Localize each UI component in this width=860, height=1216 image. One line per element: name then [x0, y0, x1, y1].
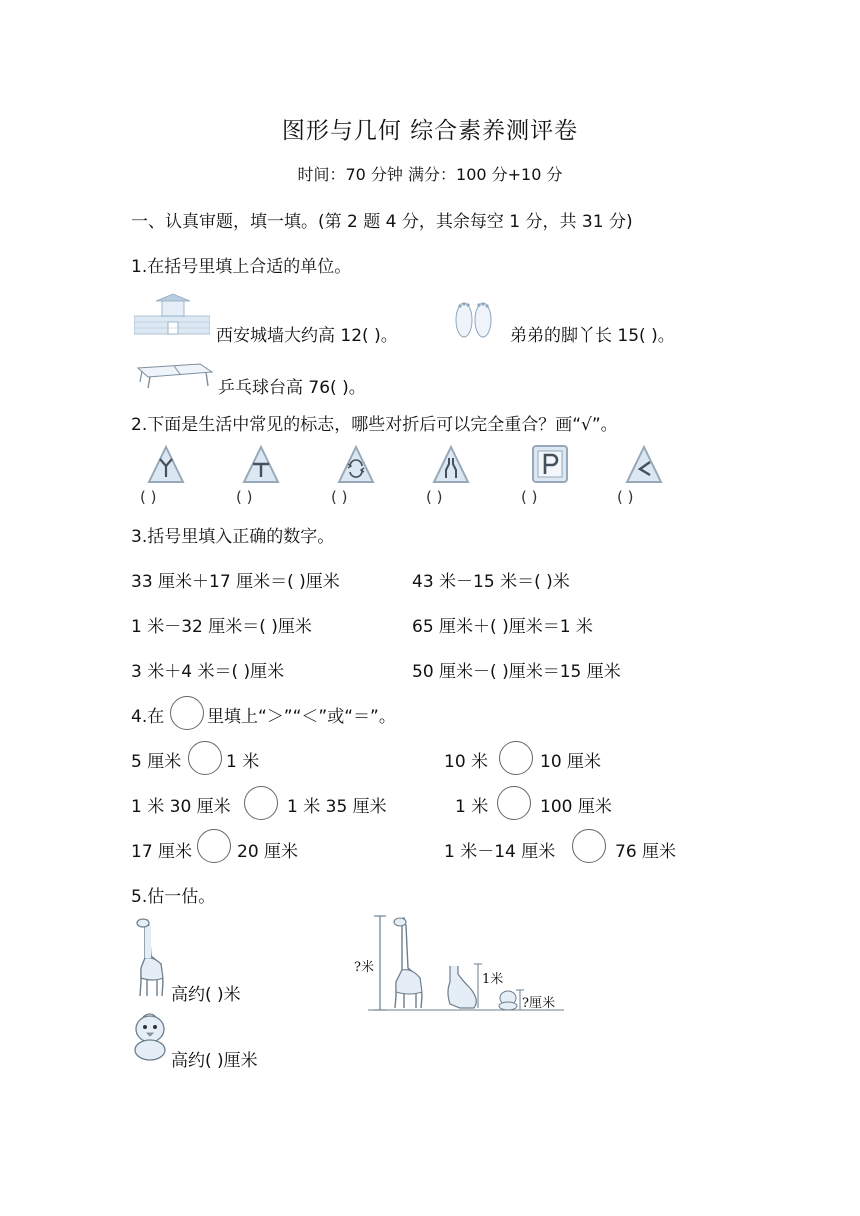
chick-icon	[131, 1012, 169, 1062]
compare-circle[interactable]	[497, 786, 531, 820]
calc-blank[interactable]: 3 米＋4 米＝( )厘米	[131, 662, 285, 682]
kangaroo-height-label: 1米	[482, 972, 504, 987]
compare-right-operand: 20 厘米	[237, 842, 299, 862]
compare-left-operand: 1 米	[455, 797, 489, 817]
calc-blank[interactable]: 65 厘米＋( )厘米＝1 米	[412, 617, 593, 637]
question-4-label-rest: 里填上“＞”“＜”或“＝”。	[207, 707, 396, 727]
t-junction-sign-icon	[241, 444, 281, 486]
calc-blank[interactable]: 43 米－15 米＝( )米	[412, 572, 570, 592]
question-2-label: 2.下面是生活中常见的标志，哪些对折后可以完全重合？画“√”。	[131, 415, 618, 435]
compare-circle[interactable]	[499, 741, 533, 775]
calc-blank[interactable]: 33 厘米＋17 厘米＝( )厘米	[131, 572, 340, 592]
foot-length-blank[interactable]: 弟弟的脚丫长 15( )。	[510, 326, 675, 346]
compare-circle[interactable]	[244, 786, 278, 820]
section-heading: 一、认真审题，填一填。(第 2 题 4 分，其余每空 1 分，共 31 分)	[131, 212, 633, 232]
sign-answer-blank[interactable]: ( )	[521, 488, 538, 506]
roundabout-sign-icon	[336, 444, 376, 486]
narrow-road-sign-icon	[431, 444, 471, 486]
compare-left-operand: 10 米	[444, 752, 489, 772]
page-title: 图形与几何 综合素养测评卷	[281, 118, 579, 144]
sharp-turn-sign-icon	[624, 444, 664, 486]
question-1-label: 1.在括号里填上合适的单位。	[131, 257, 352, 277]
y-junction-sign-icon	[146, 444, 186, 486]
wall-height-blank[interactable]: 西安城墙大约高 12( )。	[216, 326, 398, 346]
parking-sign-icon	[530, 444, 570, 486]
sign-answer-blank[interactable]: ( )	[426, 488, 443, 506]
sign-answer-blank[interactable]: ( )	[236, 488, 253, 506]
compare-left-operand: 1 米－14 厘米	[444, 842, 556, 862]
compare-right-operand: 10 厘米	[540, 752, 602, 772]
compare-left-operand: 17 厘米	[131, 842, 193, 862]
compare-right-operand: 100 厘米	[540, 797, 612, 817]
compare-circle-example	[170, 696, 204, 730]
compare-circle[interactable]	[572, 829, 606, 863]
city-wall-icon	[134, 292, 210, 338]
giraffe-unknown-height-label: ?米	[354, 960, 374, 975]
table-height-blank[interactable]: 乒乓球台高 76( )。	[218, 378, 366, 398]
sign-answer-blank[interactable]: ( )	[617, 488, 634, 506]
question-4-label: 4.在	[131, 707, 165, 727]
height-comparison-figure	[354, 912, 570, 1016]
giraffe-height-blank[interactable]: 高约( )米	[171, 985, 241, 1005]
sign-answer-blank[interactable]: ( )	[331, 488, 348, 506]
calc-blank[interactable]: 50 厘米－( )厘米＝15 厘米	[412, 662, 621, 682]
compare-right-operand: 1 米	[226, 752, 260, 772]
footprint-icon	[452, 300, 496, 340]
giraffe-icon	[133, 916, 169, 1000]
exam-info: 时间：70 分钟 满分：100 分+10 分	[297, 165, 563, 184]
question-3-label: 3.括号里填入正确的数字。	[131, 527, 335, 547]
calc-blank[interactable]: 1 米－32 厘米＝( )厘米	[131, 617, 312, 637]
compare-circle[interactable]	[188, 741, 222, 775]
compare-circle[interactable]	[197, 829, 231, 863]
sign-answer-blank[interactable]: ( )	[140, 488, 157, 506]
chick-unknown-height-label: ?厘米	[522, 996, 555, 1011]
compare-left-operand: 1 米 30 厘米	[131, 797, 231, 817]
ping-pong-table-icon	[134, 360, 214, 390]
compare-left-operand: 5 厘米	[131, 752, 182, 772]
chick-height-blank[interactable]: 高约( )厘米	[171, 1051, 258, 1071]
compare-right-operand: 76 厘米	[615, 842, 677, 862]
compare-right-operand: 1 米 35 厘米	[287, 797, 387, 817]
question-5-label: 5.估一估。	[131, 887, 216, 907]
